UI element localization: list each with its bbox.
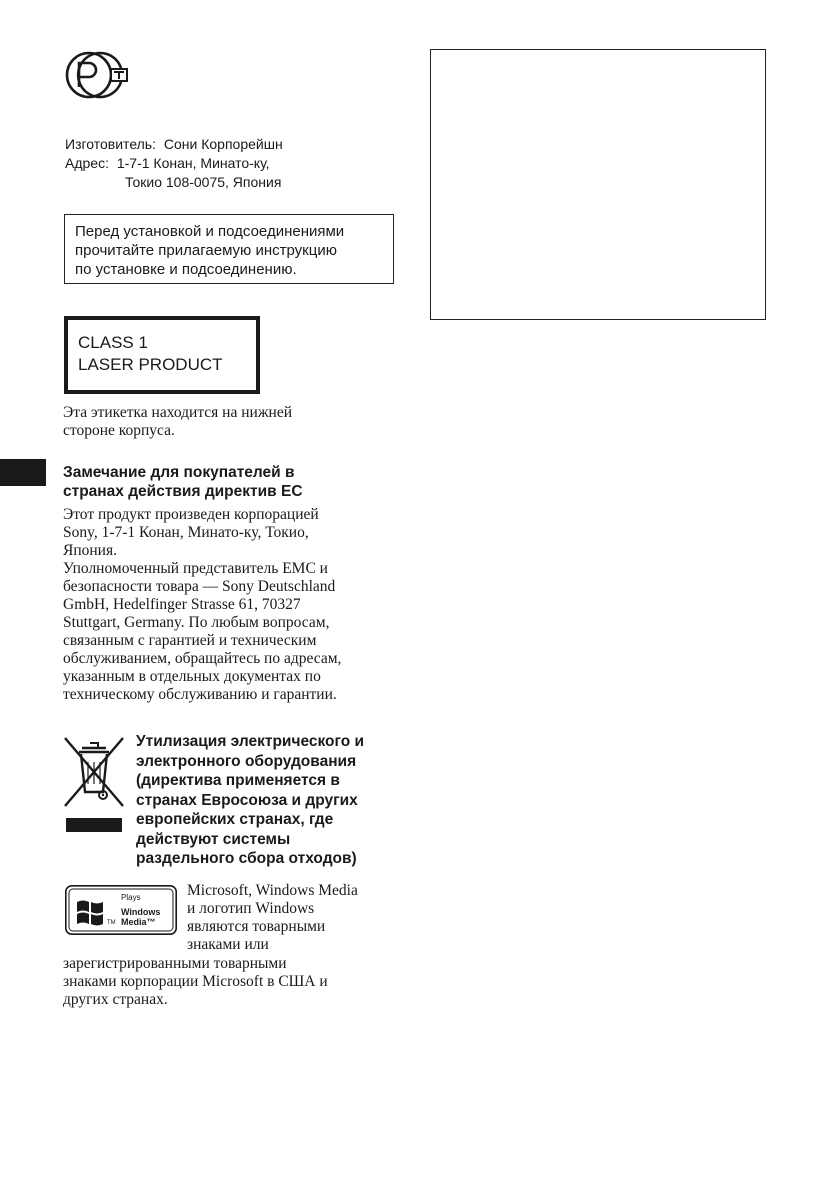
microsoft-trademark-text-full: зарегистрированными товарными знаками корпорации Microsoft в США и других странах. <box>63 955 328 1008</box>
crossed-out-wheelie-bin-icon <box>62 734 126 832</box>
address-value-1: 1-7-1 Конан, Минато-ку, <box>116 155 270 171</box>
laser-product: LASER PRODUCT <box>78 355 223 374</box>
address-line-2 <box>125 172 281 192</box>
section-thumb-tab <box>0 459 46 486</box>
address-value-2: Токио 108-0075, Япония <box>125 174 282 190</box>
microsoft-trademark-text-right: Microsoft, Windows Media и логотип Windows являются товарными знаками или <box>187 882 358 953</box>
install-notice-text: Перед установкой и подсоединениями прочитайте прилагаемую инструкцию по установке и подсоединению. <box>75 223 345 278</box>
wm-logo-windows: Windows <box>121 907 161 917</box>
address-line-1 <box>65 153 270 173</box>
manufacturer-label: Изготовитель: <box>65 136 156 152</box>
weee-notice: Утилизация электрического и электронного оборудования (директива применяется в странах Евросоюза и других европейских странах, где действуют системы раздельного сбора отходов) <box>136 733 365 867</box>
laser-label-text <box>78 332 223 376</box>
pct-certification-icon <box>63 48 129 102</box>
eu-notice-heading: Замечание для покупателей в странах действия директив ЕС <box>63 464 303 500</box>
manufacturer-line <box>65 134 283 154</box>
windows-media-logo-icon <box>65 885 177 935</box>
manufacturer-name: Сони Корпорейшн <box>163 136 283 152</box>
wm-logo-plays: Plays <box>121 893 141 902</box>
label-location-note: Эта этикетка находится на нижней стороне корпуса. <box>63 404 293 439</box>
address-label: Адрес: <box>65 155 109 171</box>
wm-logo-media: Media™ <box>121 917 156 927</box>
empty-notice-frame <box>430 49 766 320</box>
laser-class: CLASS 1 <box>78 333 148 352</box>
eu-notice-body: Этот продукт произведен корпорацией Sony, 1-7-1 Конан, Минато-ку, Токио, Япония. Уполномоченный представитель EMC и безопасности товара — Sony Deutschland GmbH, Hedelfinger Strasse 61, 70327 Stuttgart, Germany. По любым вопросам, связанным с гарантией и техническим обслуживанием, обращайтесь по адресам, указанным в отдельных документах по техническому обслуживанию и гарантии. <box>63 506 342 703</box>
wm-logo-tm: TM <box>107 920 116 926</box>
